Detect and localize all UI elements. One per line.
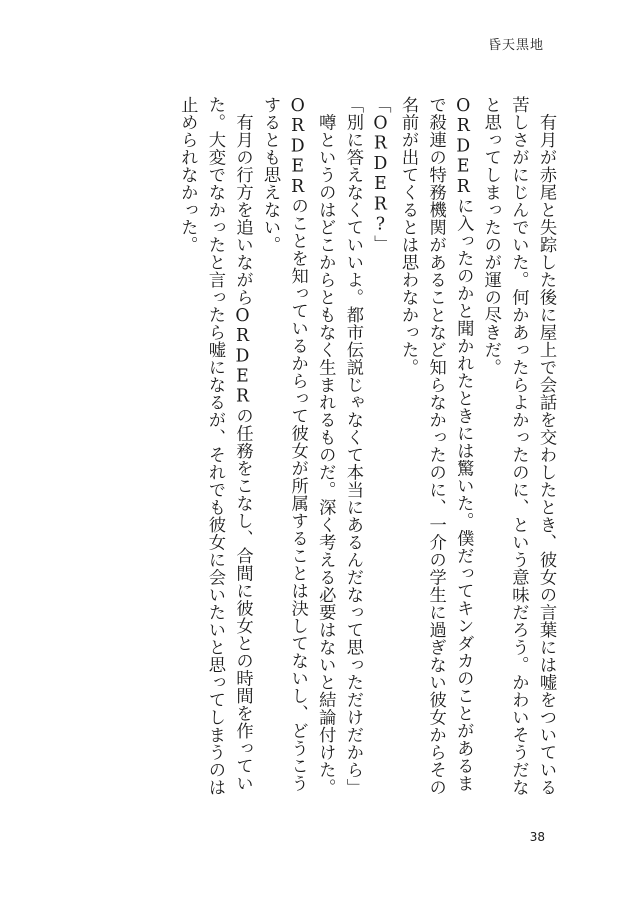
paragraph: 有月が赤尾と失踪した後に屋上で会話を交わしたとき、彼女の言葉には嘘をついている苦しさがにじんでいた。何かあったらよかったのに、という意味だろう。かわいそうだなと思ってしまったのが運の尽きだ。 — [480, 96, 556, 796]
dialogue-line: 「別に答えなくていいよ。都市伝説じゃなくて本当にあるんだなって思っただけだから」 — [342, 96, 363, 796]
body-text — [89, 96, 559, 804]
page-number: 38 — [529, 830, 545, 844]
dialogue-line: 「ORDER?」 — [370, 96, 391, 253]
paragraph: 噂というのはどこからともなく生まれるものだ。深く考える必要はないと結論付けた。ORDERのことを知っているからって彼女が所属することは決してないし、どうこうするとも思えない。 — [260, 96, 336, 796]
paragraph: 有月の行方を追いながらORDERの任務をこなし、合間に彼女との時間を作っていた。大変でなかったと言ったら嘘になるが、それでも彼女に会いたいと思ってしまうのは止められなかった。 — [177, 96, 253, 796]
running-head: 昏天黒地 — [487, 38, 544, 53]
paragraph: ORDERに入ったのかと聞かれたときには驚いた。僕だってキンダカのことがあるまで殺連の特務機関があることなど知らなかったのに、一介の学生に過ぎない彼女からその名前が出てくるとは思わなかった。 — [398, 96, 474, 796]
